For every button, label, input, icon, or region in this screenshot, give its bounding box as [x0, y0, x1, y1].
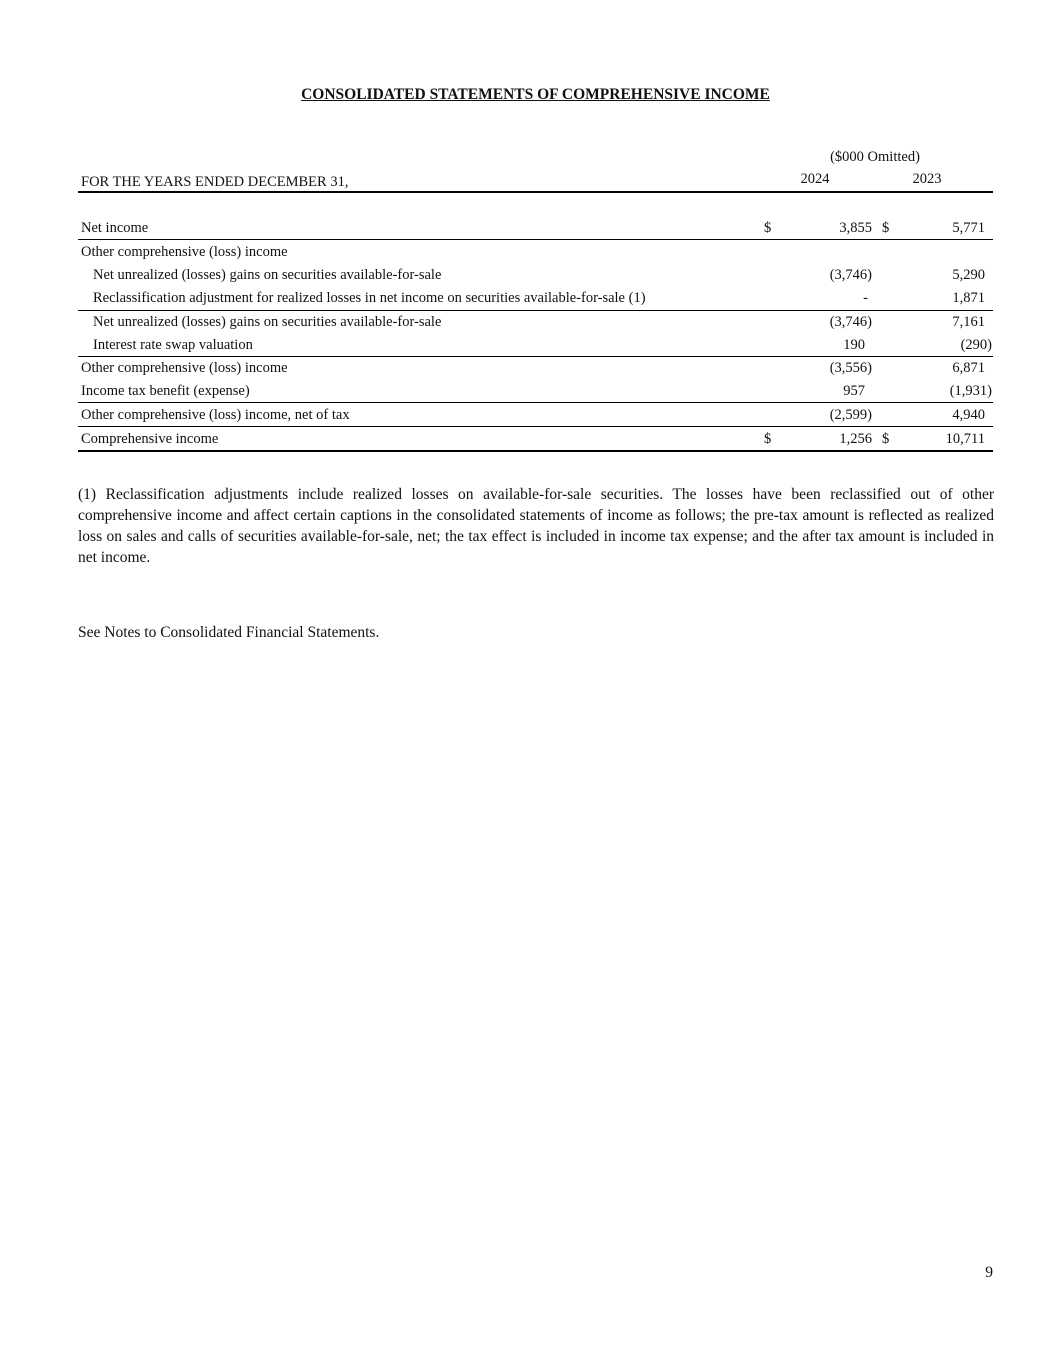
value-2024: 957 — [843, 383, 865, 399]
value-2023: 5,771 — [952, 220, 985, 236]
see-notes-text: See Notes to Consolidated Financial Statements. — [78, 624, 380, 641]
table-row — [0, 360, 1055, 382]
page-number: 9 — [985, 1264, 993, 1281]
row-rule — [78, 239, 993, 240]
value-2024: 190 — [843, 337, 865, 353]
period-label: FOR THE YEARS ENDED DECEMBER 31, — [81, 174, 349, 190]
currency-symbol: $ — [882, 431, 890, 447]
value-2024: (3,746) — [829, 314, 872, 330]
value-2024: 3,855 — [839, 220, 872, 236]
table-row — [0, 314, 1055, 336]
row-label: Interest rate swap valuation — [93, 337, 253, 353]
value-2024: (3,746) — [829, 267, 872, 283]
table-row — [0, 290, 1055, 312]
currency-symbol: $ — [882, 220, 890, 236]
value-2023: (290) — [960, 337, 992, 353]
row-rule — [78, 310, 993, 311]
value-2023: 7,161 — [952, 314, 985, 330]
footnote: (1) Reclassification adjustments include realized losses on available-for-sale securities. The losses have been reclassified out of other comprehensive income and affect certain captions in the consolidated statements of income as follows; the pre-tax amount is reflected as realized loss on sales and calls of securities available-for-sale, net; the tax effect is included in income tax expense; and the after tax amount is included in net income. — [78, 486, 994, 566]
value-2023: 5,290 — [952, 267, 985, 283]
row-label: Net unrealized (losses) gains on securities available-for-sale — [93, 267, 442, 283]
units-label: ($000 Omitted) — [830, 149, 920, 165]
year-header-2023: 2023 — [912, 171, 942, 187]
row-label: Reclassification adjustment for realized losses in net income on securities available-for-sale (1) — [93, 290, 646, 306]
total-rule — [78, 450, 993, 452]
currency-symbol: $ — [764, 431, 772, 447]
page-title: CONSOLIDATED STATEMENTS OF COMPREHENSIVE INCOME — [301, 86, 770, 103]
table-row — [0, 244, 1055, 266]
row-label: Income tax benefit (expense) — [81, 383, 250, 399]
value-2024: (2,599) — [829, 407, 872, 423]
row-rule — [78, 356, 993, 357]
row-label: Other comprehensive (loss) income — [81, 244, 288, 260]
row-rule — [78, 402, 993, 403]
table-row — [0, 267, 1055, 289]
value-2024: 1,256 — [839, 431, 872, 447]
row-label: Net income — [81, 220, 149, 236]
value-2023: (1,931) — [949, 383, 992, 399]
row-label: Other comprehensive (loss) income — [81, 360, 288, 376]
header-rule — [78, 191, 993, 193]
value-2023: 10,711 — [945, 431, 985, 447]
currency-symbol: $ — [764, 220, 772, 236]
row-label: Net unrealized (losses) gains on securities available-for-sale — [93, 314, 442, 330]
value-2023: 1,871 — [952, 290, 985, 306]
value-2023: 6,871 — [952, 360, 985, 376]
row-rule — [78, 426, 993, 427]
value-2024: - — [863, 290, 868, 306]
value-2023: 4,940 — [952, 407, 985, 423]
value-2024: (3,556) — [829, 360, 872, 376]
row-label: Other comprehensive (loss) income, net of tax — [81, 407, 350, 423]
year-header-2024: 2024 — [800, 171, 830, 187]
row-label: Comprehensive income — [81, 431, 219, 447]
